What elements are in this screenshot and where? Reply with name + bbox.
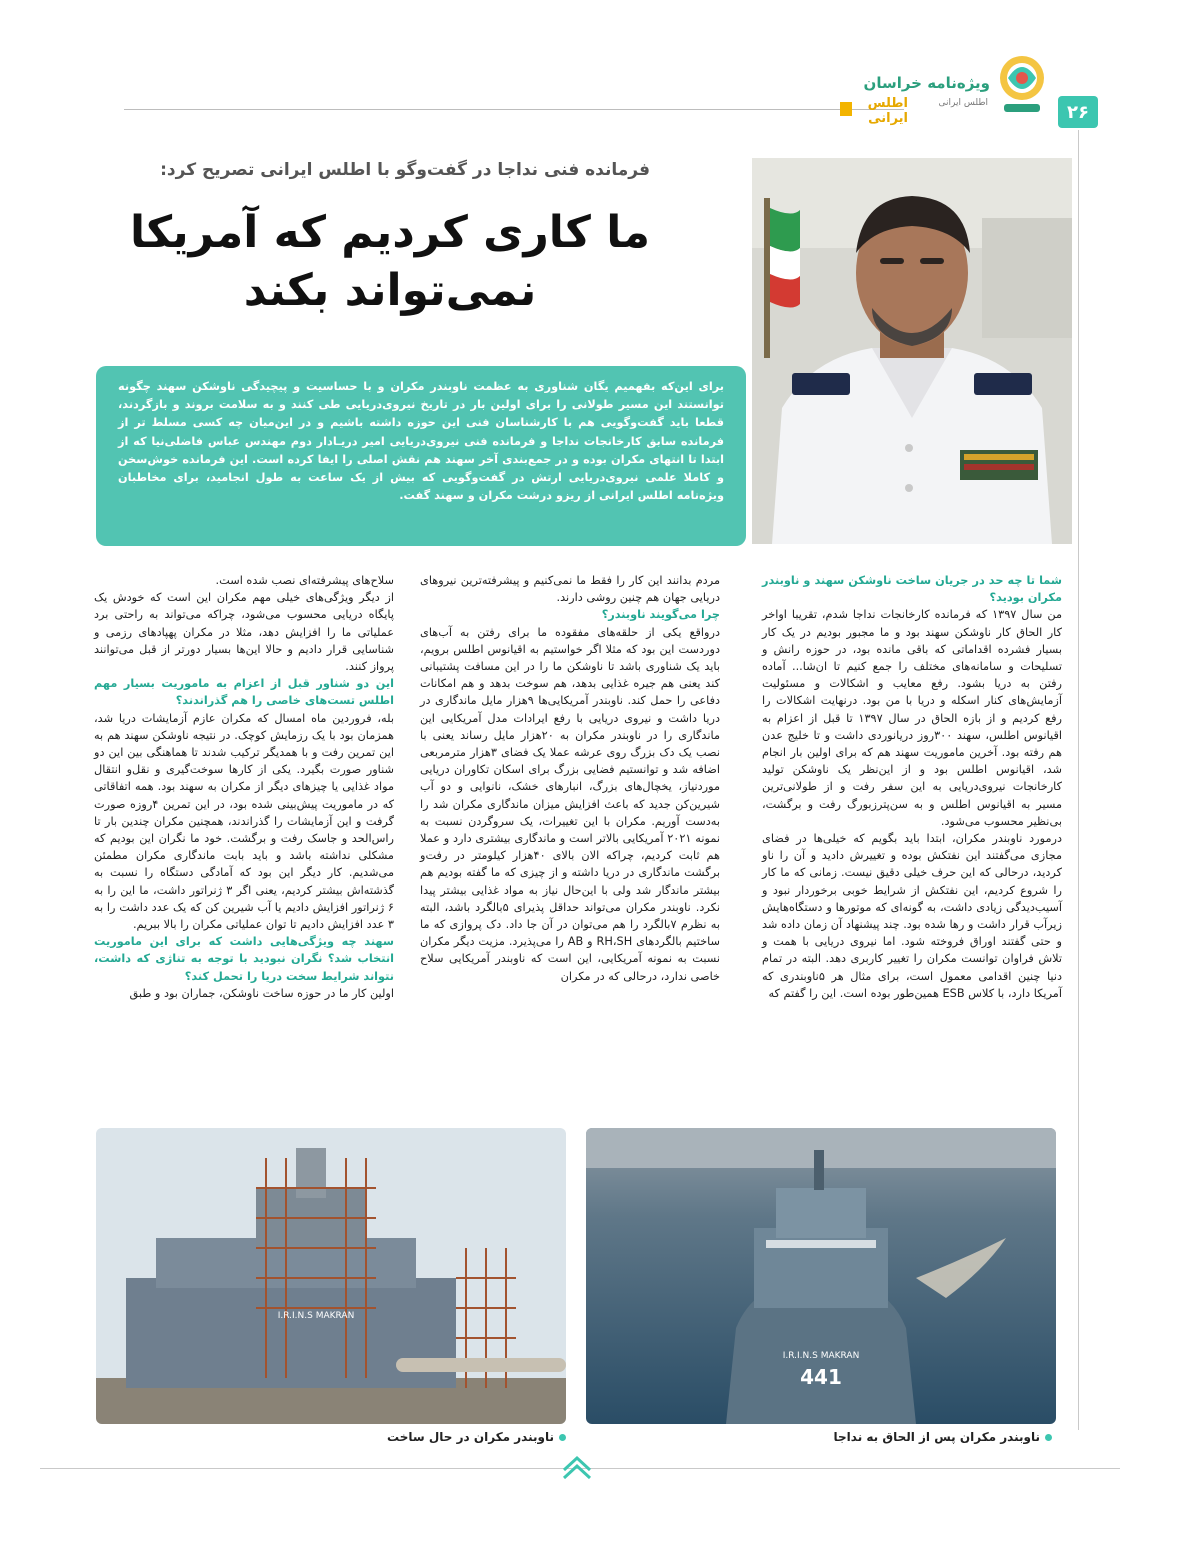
logo-text: ویژه‌نامه خراسان xyxy=(863,74,990,92)
portrait-image xyxy=(752,158,1072,544)
paragraph: سلاح‌های پیشرفته‌ای نصب شده است. xyxy=(215,574,394,587)
question-heading: شما تا چه حد در جریان ساخت ناوشکن سهند و ناوبندر مکران بودید؟ xyxy=(762,574,1062,605)
ship-number: 441 xyxy=(800,1365,842,1389)
text-column-1 xyxy=(762,572,1062,1002)
section-tag xyxy=(838,96,908,126)
ship-hull-text: I.R.I.N.S MAKRAN xyxy=(277,1311,355,1321)
paragraph: بله، فروردین ماه امسال که مکران عازم آزمایشات دریا شد، همزمان بود با یک رزمایش کوچک. در نتیجه ناوشکن سهند هم به این تمرین رفت و با همدیگر ترکیب شدند تا هماهنگی بین این دو شناور صورت بگیرد. یکی از کارها سوخت‌گیری و نقل‌و انتقال مواد غذایی یا چیزهای دیگر از مکران به سهند بود. همه اتفاقاتی که در ماموریت پیش‌بینی شده بود، در این تمرین ۴روزه صورت گرفت و این آزمایشات را گذراندند، همچنین مکران چندین بار تا راس‌الحد و جاسک رفت و برگشت. خود ما نگران این بودیم که مشکلی نداشته باشد و باید بابت ماندگاری مکران مطمئن می‌شدیم. کار دیگر این بود که آمادگی دستگاه را نسبت به گذشته‌اش بیشتر کردیم، یعنی اگر ۳ ژنراتور داشت، ما این را به ۶ ژنراتور افزایش دادیم یا آب شیرین کن که یک عدد داشت را به ۳ عدد افزایش دادیم تا توان عملیاتی مکران را بالا ببریم. xyxy=(94,711,394,932)
article-headline xyxy=(130,204,650,320)
question-heading: این دو شناور قبل از اعزام به ماموریت بسیار مهم اطلس تست‌های خاصی را هم گذراندند؟ xyxy=(94,677,394,708)
section-label-line1: اطلس xyxy=(867,96,908,111)
logo-subtext: اطلس ایرانی xyxy=(938,98,988,108)
logo-emblem-icon xyxy=(994,48,1050,118)
ship-hull-text: I.R.I.N.S MAKRAN xyxy=(782,1351,860,1361)
chevron-up-icon xyxy=(560,1452,594,1482)
question-heading: چرا می‌گویند ناوبندر؟ xyxy=(601,608,720,622)
photo-caption-right xyxy=(834,1430,1053,1444)
paragraph: درواقع یکی از حلقه‌های مفقوده ما برای رفتن به آب‌های دوردست این بود که مثلا اگر خواستیم به اقیانوس اطلس برویم، باید یک شناوری باشد تا ناوشکن ما را در این مسافت پشتیبانی کند یعنی هم جیره غذایی بدهد، هم سوخت بدهد و هم امکانات دفاعی را حمل کند. ناوبندر آمریکایی‌ها ۹هزار مایل ماندگاری در دریا داشت و نیروی دریایی با رفع ایرادات مدل آمریکایی این ماندگاری را در ناوبندر مکران به ۲۰هزار مایل رساند یعنی با نصب یک دک بزرگ روی عرشه عملا یک فضای ۳هزار مترمربعی اضافه شد و توانستیم فضایی بزرگ برای اسکان تکاوران دریایی موردنیاز، یخچال‌های بزرگ، انبارهای خشک، نانوایی و دو آب شیرین‌کن جدید که باعث افزایش میزان ماندگاری مکران شد را به‌دست آوریم. مکران با این تغییرات، یک سروگردن نسبت به نمونه ۲۰۲۱ آمریکایی بالاتر است و ماندگاری بیشتری دارد و عملا هم ثابت کردیم، چراکه الان بالای ۴۰هزار کیلومتر در رفت‌و برگشت ماندگاری در دریا داشته و از چیزی که ما گفته بودیم هم بیشتر ماندگار شد ولی با این‌حال نیاز به مواد غذایی بیشتر پیدا نکرد. ناوبندر مکران می‌تواند حداقل پذیرای ۵بالگرد باشد، البته به نظرم ۷بالگرد را هم می‌توان در آن جا داد. دک پروازی که ما ساختیم بالگردهای RH،SH و AB را می‌پذیرد. مزیت دیگر مکران نسبت به نمونه آمریکایی، این است که ناوبندر آمریکایی سلاح خاصی ندارد، درحالی که در مکران xyxy=(420,625,721,983)
headline-line2: نمی‌تواند بکند xyxy=(243,265,537,316)
question-heading: سهند چه ویژگی‌هایی داشت که برای این ماموریت انتخاب شد؟ نگران نبودید با توجه به تناژی که داشت، نتواند شرایط سخت دریا را تحمل کند؟ xyxy=(94,935,394,983)
ship-at-sea-image xyxy=(586,1128,1056,1424)
section-label-line2: ایرانی xyxy=(868,111,908,126)
ship-at-sea-photo xyxy=(586,1128,1056,1424)
text-column-3 xyxy=(94,572,394,1002)
column-rule xyxy=(1078,130,1079,1430)
caption-bullet-icon xyxy=(1045,1434,1052,1441)
caption-text: ناوبندر مکران در حال ساخت xyxy=(387,1430,554,1444)
paragraph: از دیگر ویژگی‌های خیلی مهم مکران این است که خودش یک پایگاه دریایی محسوب می‌شود، چراکه می‌تواند به راحتی برد عملیاتی ما را افزایش دهد، مثلا در مکران پهپادهای رزمی و شناسایی قرار دادیم و حالا این‌ها بسیار دورتر از قبل می‌توانند پرواز کنند. xyxy=(94,591,394,674)
page-number: ۲۶ xyxy=(1058,96,1098,128)
article-kicker: فرمانده فنی نداجا در گفت‌وگو با اطلس ایرانی تصریح کرد: xyxy=(160,160,650,180)
paragraph: اولین کار ما در حوزه ساخت ناوشکن، جماران بود و طبق xyxy=(129,986,394,1000)
text-column-2 xyxy=(420,572,720,985)
caption-bullet-icon xyxy=(559,1434,566,1441)
commander-portrait xyxy=(752,158,1072,544)
paragraph: درمورد ناوبندر مکران، ابتدا باید بگویم که خیلی‌ها در فضای مجازی می‌گفتند این نفتکش بوده و تغییرش دادید و آن را ناو کردید، درحالی که این حرف خیلی دقیق نیست. زمانی که ما کار را شروع کردیم، این نفتکش از شرایط خوبی برخوردار نبود و آسیب‌دیدگی زیادی داشت، به گونه‌ای که موتورها و دستگاه‌هایش زیرآب قرار داشت و رها شده بود. چند پیشنهاد آن زمان داده شد و حتی گفتند اوراق فروخته شود. اما نیروی دریایی با همت و تلاش فراوان توانست مکران را تغییر کاربری دهد. البته در تمام دنیا چنین اقدامی معمول است، برای مثال هر ۵ناوبندری که آمریکا دارد، با کلاس ESB همین‌طور بوده است. این را گفتم که xyxy=(762,832,1062,1000)
header-rule xyxy=(124,109,904,110)
article-lead: برای این‌که بفهمیم یگان شناوری به عظمت ناوبندر مکران و با حساسیت و پیچیدگی ناوشکن سهند چگونه توانستند این مسیر طولانی را برای اولین بار در تاریخ نیروی‌دریایی طی کنند و به سلامت بروند و بازگردند، قطعا باید گفت‌وگویی هم با کارشناسان فنی این حوزه داشته باشیم و در این‌میان چه کسی مسلط تر از فرمانده سابق کارخانجات نداجا و فرمانده فنی نیروی‌دریایی امیر دریـادار دوم مهندس عباس فاضلی‌نیا که از ابتدا تا انتهای مکران بوده و در جمع‌بندی آخر سهند هم نقش اصلی را ایفا کرده است. این فرمانده خوش‌سخن و کاملا علمی نیروی‌دریایی ارتش در گفت‌وگویی که بیش از یک ساعت به طول انجامید، برای مخاطبان ویژه‌نامه اطلس ایرانی از ریزو درشت مکران و سهند گفت. xyxy=(96,366,746,546)
ship-construction-image xyxy=(96,1128,566,1424)
headline-line1: ما کاری کردیم که آمریکا xyxy=(130,207,650,258)
magazine-logo xyxy=(863,48,1050,130)
paragraph: مردم بدانند این کار را فقط ما نمی‌کنیم و پیشرفته‌ترین نیروهای دریایی جهان هم چنین روشی دارند. xyxy=(420,574,720,605)
paragraph: من سال ۱۳۹۷ که فرمانده کارخانجات نداجا شدم، تقریبا اواخر کار الحاق کار ناوشکن سهند بود و ما مجبور بودیم در یک کار بسیار فشرده اقداماتی که باقی مانده بود، در حوزه رانش و تسلیحات و سامانه‌های مختلف را جمع کنیم تا ان‌شا... آماده رفتن به دریا بشود. رفع معایب و اشکالات و مسئولیت آزمایش‌های کنار اسکله و دریا با من بود. درنهایت اشکالات را رفع کردیم و از بازه الحاق در سال ۱۳۹۷ تا قبل از اعزام به اقیانوس اطلس، سهند ۳۰۰روز دریانوردی داشت و تا خلیج عدن هم رفته بود. آخرین ماموریت سهند هم که برای اولین بار انجام شد، اقیانوس اطلس بود و از این‌نظر یک ناوشکن تولید کارخانجات نیروی‌دریایی به این سفر رفت و از طولانی‌ترین مسیر به اقیانوس اطلس و به سن‌پترزبورگ رفت و برگشت، بی‌نظیر محسوب می‌شود. xyxy=(762,608,1062,828)
photo-caption-left xyxy=(387,1430,566,1444)
caption-text: ناوبندر مکران پس از الحاق به نداجا xyxy=(833,1430,1040,1444)
section-marker xyxy=(840,102,852,116)
ship-construction-photo xyxy=(96,1128,566,1424)
